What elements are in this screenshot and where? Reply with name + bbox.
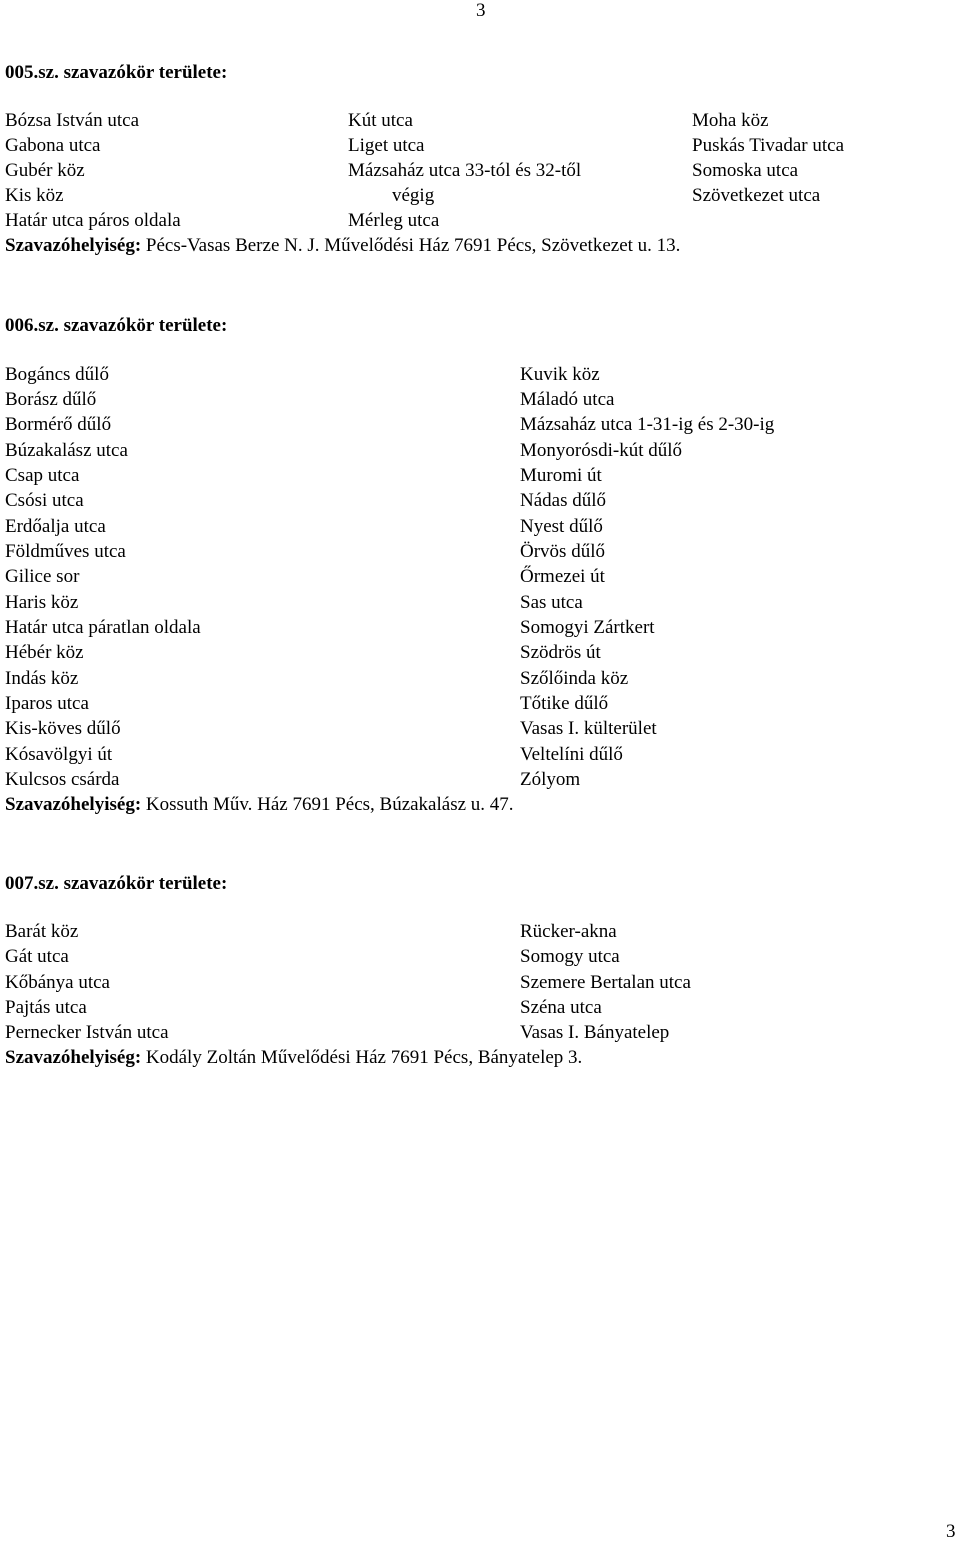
polling-station-value: Pécs-Vasas Berze N. J. Művelődési Ház 7691 Pécs, Szövetkezet u. 13. [141, 235, 681, 256]
polling-station-label: Szavazóhelyiség: [5, 794, 142, 815]
street-item: Bormérő dűlő [5, 414, 112, 435]
street-item: Szövetkezet utca [692, 185, 821, 206]
street-item: Somogyi Zártkert [520, 617, 655, 638]
street-item: Kis köz [5, 185, 64, 206]
street-item: Mázsaház utca 33-tól és 32-től [348, 160, 582, 181]
street-item: Erdőalja utca [5, 516, 106, 537]
street-item: Vasas I. külterület [520, 718, 657, 739]
section-heading: 007.sz. szavazókör területe: [5, 873, 228, 894]
street-item: Haris köz [5, 592, 79, 613]
street-item: Hébér köz [5, 642, 84, 663]
street-item: Szödrös út [520, 642, 601, 663]
street-item: Iparos utca [5, 693, 89, 714]
polling-station-label: Szavazóhelyiség: [5, 1047, 142, 1068]
street-item: Határ utca páros oldala [5, 210, 181, 231]
street-item: Gabona utca [5, 135, 101, 156]
street-item: végig [392, 185, 435, 206]
street-item: Sas utca [520, 592, 583, 613]
street-item: Csósi utca [5, 490, 84, 511]
street-item: Kőbánya utca [5, 972, 110, 993]
street-item: Borász dűlő [5, 389, 97, 410]
street-item: Muromi út [520, 465, 602, 486]
street-item: Bogáncs dűlő [5, 364, 109, 385]
polling-station [5, 794, 514, 816]
street-item: Gubér köz [5, 160, 85, 181]
street-item: Veltelíni dűlő [520, 744, 623, 765]
street-item: Monyorósdi-kút dűlő [520, 440, 683, 461]
street-item: Kis-köves dűlő [5, 718, 121, 739]
street-item: Mérleg utca [348, 210, 440, 231]
street-item: Indás köz [5, 668, 79, 689]
street-item: Nádas dűlő [520, 490, 607, 511]
street-item: Széna utca [520, 997, 602, 1018]
street-item: Rücker-akna [520, 921, 617, 942]
street-item: Pernecker István utca [5, 1022, 169, 1043]
street-item: Szemere Bertalan utca [520, 972, 691, 993]
street-item: Somoska utca [692, 160, 799, 181]
street-item: Határ utca páratlan oldala [5, 617, 201, 638]
section-heading: 006.sz. szavazókör területe: [5, 315, 228, 336]
street-item: Búzakalász utca [5, 440, 128, 461]
street-item: Gilice sor [5, 566, 80, 587]
street-item: Kuvik köz [520, 364, 600, 385]
street-item: Gát utca [5, 946, 69, 967]
street-item: Szőlőinda köz [520, 668, 629, 689]
street-item: Mázsaház utca 1-31-ig és 2-30-ig [520, 414, 775, 435]
street-item: Somogy utca [520, 946, 620, 967]
street-item: Földműves utca [5, 541, 126, 562]
street-item: Puskás Tivadar utca [692, 135, 844, 156]
street-item: Csap utca [5, 465, 80, 486]
street-item: Örvös dűlő [520, 541, 605, 562]
street-item: Vasas I. Bányatelep [520, 1022, 670, 1043]
polling-station [5, 235, 680, 257]
street-item: Nyest dűlő [520, 516, 603, 537]
street-item: Kulcsos csárda [5, 769, 120, 790]
page-number-bottom: 3 [946, 1521, 956, 1542]
street-item: Pajtás utca [5, 997, 87, 1018]
page-number-top: 3 [476, 0, 486, 21]
street-item: Máladó utca [520, 389, 615, 410]
polling-station-value: Kossuth Műv. Ház 7691 Pécs, Búzakalász u. 47. [141, 794, 514, 815]
street-item: Kósavölgyi út [5, 744, 113, 765]
street-item: Zólyom [520, 769, 581, 790]
street-item: Barát köz [5, 921, 79, 942]
street-item: Moha köz [692, 110, 769, 131]
street-item: Őrmezei út [520, 566, 605, 587]
polling-station-value: Kodály Zoltán Művelődési Ház 7691 Pécs, Bányatelep 3. [141, 1047, 583, 1068]
section-heading: 005.sz. szavazókör területe: [5, 62, 228, 83]
street-item: Bózsa István utca [5, 110, 140, 131]
street-item: Tőtike dűlő [520, 693, 609, 714]
street-item: Liget utca [348, 135, 425, 156]
polling-station-label: Szavazóhelyiség: [5, 235, 142, 256]
street-item: Kút utca [348, 110, 413, 131]
polling-station [5, 1047, 582, 1069]
